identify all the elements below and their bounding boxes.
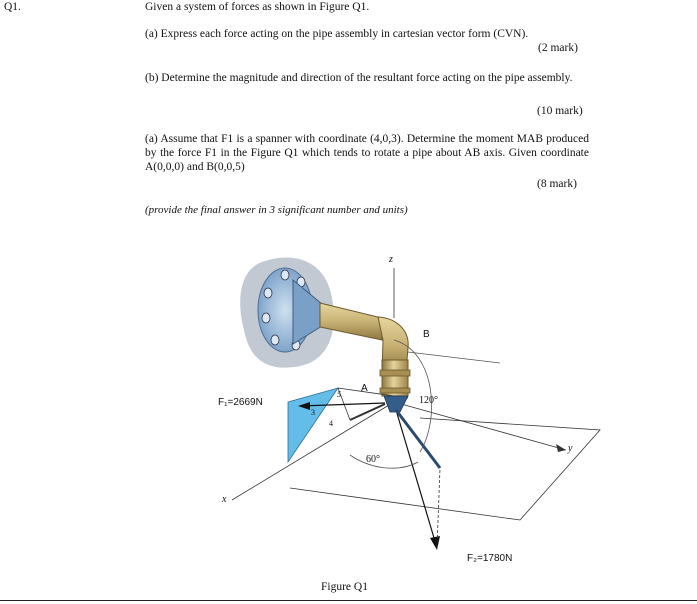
label-x: x	[222, 494, 227, 505]
angle-arc-60	[350, 455, 418, 468]
pipe-collar	[380, 388, 410, 393]
f2-arrowhead	[430, 536, 440, 550]
figure-caption: Figure Q1	[321, 581, 368, 593]
part-c-marks: (8 mark)	[537, 178, 577, 190]
label-a: A	[361, 383, 368, 394]
part-c-text: (a) Assume that F1 is a spanner with coordinate (4,0,3). Determine the moment MAB produced by the force F1 in the Figure Q1 which tends to rotate a pipe about AB axis. Given coordinate A(0,0,0) and B(0,0,5)	[145, 133, 589, 173]
end-fitting	[384, 396, 408, 412]
flange-bolt	[281, 270, 289, 280]
label-f1: F₁=2669N	[218, 397, 263, 408]
label-y: y	[568, 443, 573, 454]
part-b-text: (b) Determine the magnitude and direction of the resultant force acting on the pipe assembly.	[145, 72, 573, 84]
f2-arrow	[396, 410, 437, 548]
label-b: B	[423, 329, 430, 340]
label-z: z	[389, 254, 393, 265]
pipe-collar	[380, 370, 410, 376]
question-intro: Given a system of forces as shown in Figure Q1.	[145, 1, 370, 13]
y-axis-arrow	[556, 444, 566, 452]
flange-bolt	[264, 288, 272, 298]
label-angle-120: 120°	[419, 395, 438, 406]
label-tri-4: 4	[329, 419, 333, 428]
guide-line	[408, 352, 500, 363]
label-f2: F₂=1780N	[467, 553, 513, 564]
flange-bolt	[262, 313, 270, 323]
part-b-marks: (10 mark)	[537, 105, 583, 117]
ground-plane	[290, 388, 600, 520]
label-angle-60: 60°	[366, 454, 380, 465]
part-a-marks: (2 mark)	[538, 42, 578, 54]
page-divider	[0, 600, 697, 601]
question-number: Q1.	[4, 1, 21, 13]
label-tri-3: 3	[311, 408, 315, 417]
answer-note: (provide the final answer in 3 significant number and units)	[145, 204, 408, 216]
f2-projection	[437, 468, 440, 548]
part-a-text: (a) Express each force acting on the pipe assembly in cartesian vector form (CVN).	[145, 28, 529, 40]
label-tri-5: 5	[337, 390, 341, 399]
flange-bolt	[271, 335, 279, 345]
